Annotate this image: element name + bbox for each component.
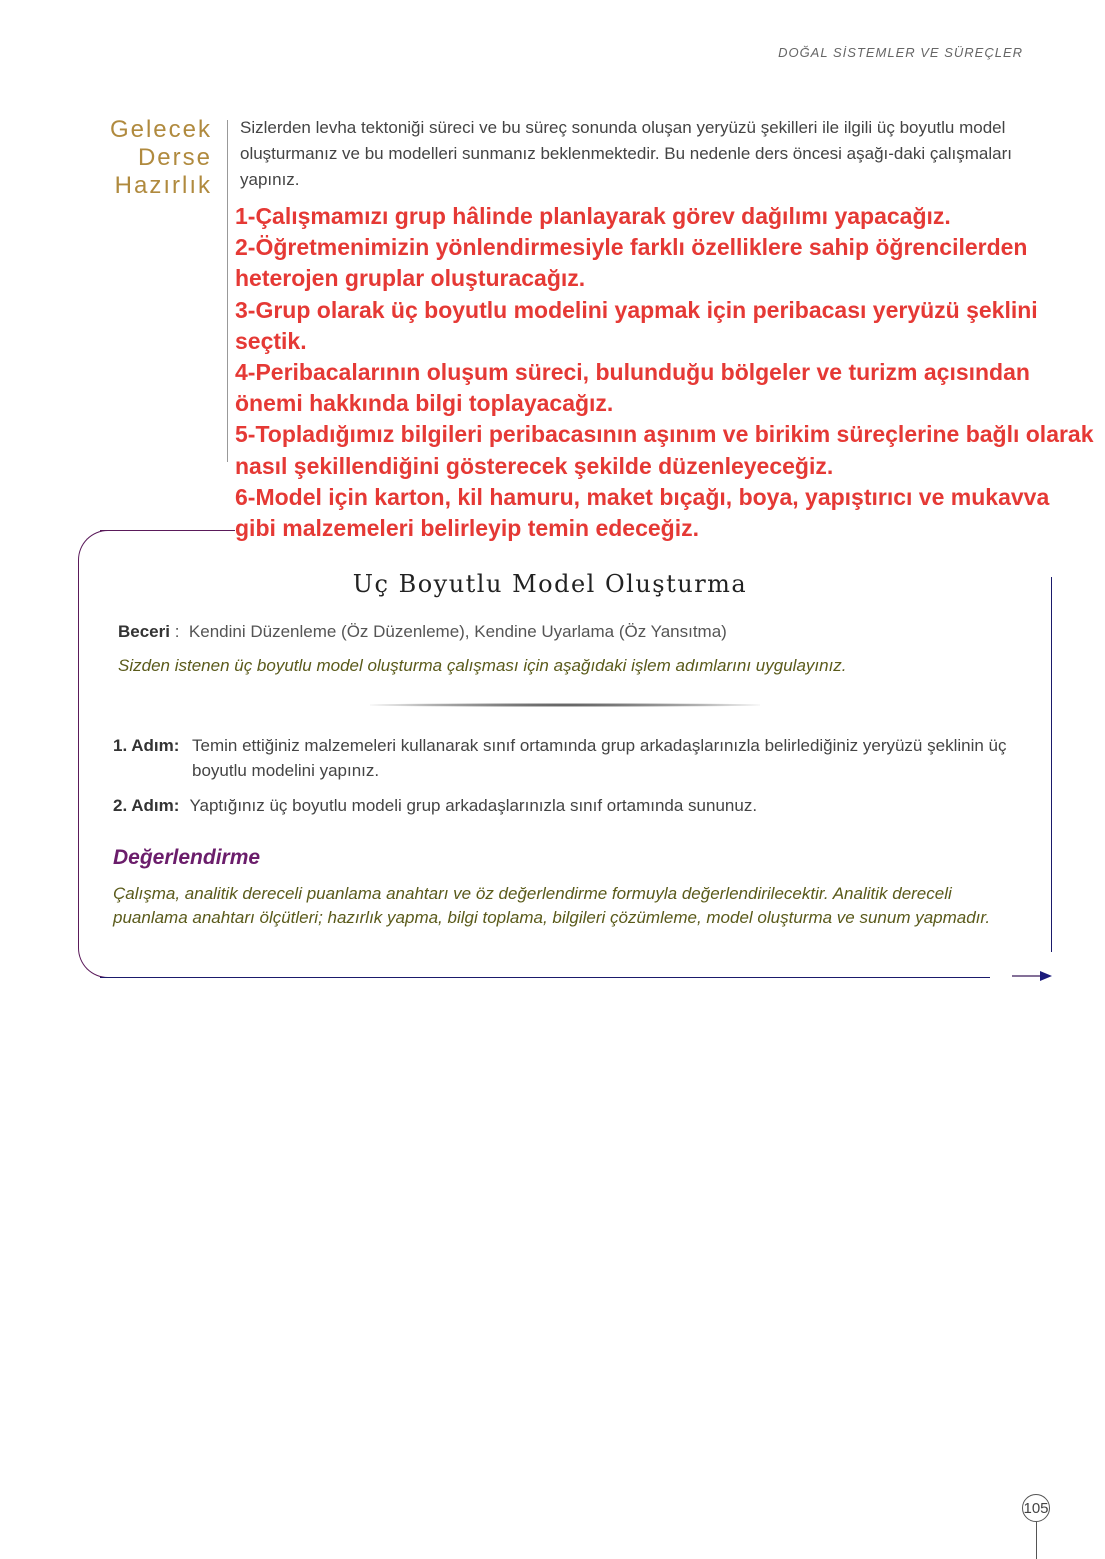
sidebar-label <box>100 116 212 200</box>
instruction: Sizden istenen üç boyutlu model oluşturma çalışması için aşağıdaki işlem adımlarını uygulayınız. <box>118 656 847 675</box>
answer-item: 5-Topladığımız bilgileri peribacasının aşınım ve birikim süreçlerine bağlı olarak nasıl şekillendiğini gösterecek şekilde düzenleyeceğiz. <box>235 421 1094 479</box>
intro-text: Sizlerden levha tektoniği süreci ve bu süreç sonunda oluşan yeryüzü şekilleri ile ilgili üç boyutlu model oluşturmanız ve bu modelleri sunmanız beklenmektedir. Bu nedenle ders öncesi aşağı-daki çalışmaları yapınız. <box>240 118 1013 189</box>
answer-item: 6-Model için karton, kil hamuru, maket bıçağı, boya, yapıştırıcı ve mukavva gibi malzemeleri belirleyip temin edeceğiz. <box>235 483 1050 542</box>
skill-value: Kendini Düzenleme (Öz Düzenleme), Kendine Uyarlama (Öz Yansıtma) <box>188 622 727 641</box>
step-label: 1. Adım: <box>113 736 180 755</box>
divider <box>227 120 228 462</box>
frame-top-line <box>100 530 235 531</box>
step-text: Yaptığınız üç boyutlu modeli grup arkadaşlarınızla sınıf ortamında sununuz. <box>189 796 758 815</box>
skill-label: Beceri <box>118 622 170 641</box>
frame-right-line <box>1051 577 1052 952</box>
step-label: 2. Adım: <box>113 796 180 815</box>
section-divider <box>370 703 760 707</box>
evaluation-title: Değerlendirme <box>113 846 261 869</box>
answer-list <box>235 201 1095 544</box>
step-item <box>113 733 1033 783</box>
answer-item: 3-Grup olarak üç boyutlu modelini yapmak için peribacası yeryüzü şeklini seçtik. <box>235 296 1038 354</box>
page-number: 105 <box>1022 1494 1050 1522</box>
label-line: Hazırlık <box>114 172 212 199</box>
skill-sep: : <box>174 622 180 641</box>
arrow-right-icon <box>1012 969 1052 983</box>
evaluation-text: Çalışma, analitik dereceli puanlama anahtarı ve öz değerlendirme formuyla değerlendirilecektir. Analitik dereceli puanlama anahtarı ölçütleri; hazırlık yapma, bilgi toplama, bilgileri çözümleme, model oluşturma ve sunum yapmadır. <box>113 884 991 927</box>
answer-item: 1-Çalışmamızı grup hâlinde planlayarak görev dağılımı yapacağız. <box>235 203 951 229</box>
running-header: DOĞAL SİSTEMLER VE SÜREÇLER <box>778 45 1023 60</box>
label-line: Gelecek <box>109 116 212 143</box>
skill-line <box>118 622 727 642</box>
activity-title: Uç Boyutlu Model Oluşturma <box>352 570 748 598</box>
answer-item: 4-Peribacalarının oluşum süreci, bulunduğu bölgeler ve turizm açısından önemi hakkında bilgi toplayacağız. <box>235 359 1030 417</box>
page-number-line <box>1036 1522 1037 1559</box>
label-line: Derse <box>137 144 212 171</box>
frame-bottom-line <box>100 977 990 978</box>
step-text: Temin ettiğiniz malzemeleri kullanarak sınıf ortamında grup arkadaşlarınızla belirlediğiniz yeryüzü şeklinin üç boyutlu modelini yapınız. <box>192 736 1007 780</box>
step-item <box>113 793 1033 818</box>
answer-item: 2-Öğretmenimizin yönlendirmesiyle farklı özelliklere sahip öğrencilerden heterojen gruplar oluşturacağız. <box>235 234 1028 292</box>
